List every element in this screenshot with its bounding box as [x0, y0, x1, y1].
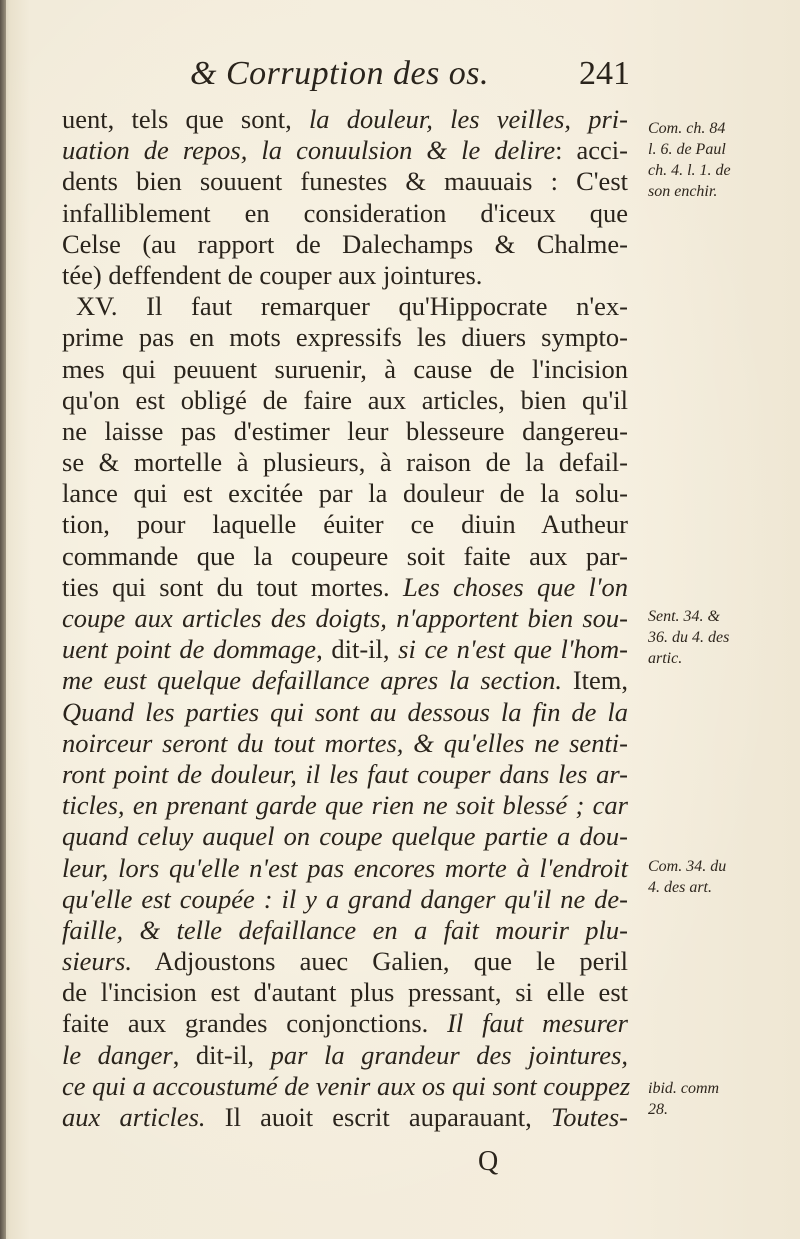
text-segment: tion, pour laquelle éuiter ce diuin Autheur: [62, 509, 628, 540]
text-line: [62, 509, 628, 540]
text-segment: ce qui a accoustumé de venir aux os qui sont couppez: [62, 1070, 631, 1101]
text-segment: uent point de dommage: [62, 634, 317, 665]
text-line: [62, 728, 628, 759]
text-segment: dents bien souuent funestes & mauuais : C'est: [62, 166, 628, 197]
text-segment: tée) deffendent de couper aux jointures.: [62, 259, 483, 290]
text-line: [62, 572, 628, 603]
page-number: 241: [579, 55, 630, 92]
text-line: [62, 385, 628, 416]
margin-note-4: [648, 1078, 798, 1120]
text-segment: coupe aux articles des doigts, n'apportent bien sou-: [62, 603, 628, 633]
text-segment: ties qui sont du tout mortes.: [62, 571, 403, 602]
margin-note-line: ch. 4. l. 1. de: [648, 162, 731, 179]
text-line: [62, 166, 628, 197]
text-line: [62, 416, 628, 447]
text-segment: prime pas en mots expressifs les diuers sympto-: [62, 322, 628, 353]
page-header: [190, 55, 630, 101]
margin-note-line: 4. des art.: [648, 879, 712, 896]
text-line: [62, 447, 628, 478]
text-segment: uation de repos, la conuulsion & le delire: [62, 135, 556, 166]
text-line: [62, 1102, 628, 1133]
text-line: [62, 260, 628, 291]
text-line: [62, 322, 628, 353]
text-segment: Toutes-: [550, 1102, 628, 1132]
margin-note-line: ibid. comm: [648, 1080, 720, 1097]
text-segment: Il auoit escrit auparauant,: [205, 1102, 551, 1132]
text-line: [62, 946, 628, 977]
text-line: [62, 229, 628, 260]
text-segment: Adjoustons auec Galien, que le peril: [131, 946, 628, 977]
text-segment: de l'incision est d'autant plus pressant, si elle est: [62, 977, 628, 1008]
text-line: [62, 697, 628, 728]
running-title: & Corruption des os.: [190, 55, 490, 92]
text-segment: sieurs.: [62, 946, 132, 977]
text-segment: me eust quelque defaillance apres la section.: [62, 665, 563, 696]
margin-note-1: [648, 118, 798, 202]
text-line: [62, 884, 628, 915]
text-segment: ront point de douleur, il les faut couper dans les ar-: [62, 758, 628, 789]
catchword: Q: [478, 1146, 499, 1177]
text-segment: le danger: [62, 1039, 173, 1070]
text-segment: ticles, en prenant garde que rien ne soit blessé ; car: [62, 790, 628, 821]
text-line: [62, 291, 628, 322]
text-segment: se & mortelle à plusieurs, à raison de la defail-: [62, 447, 628, 478]
margin-note-3: [648, 856, 798, 898]
text-segment: faite aux grandes conjonctions.: [62, 1008, 448, 1039]
margin-note-line: 28.: [648, 1101, 668, 1118]
text-segment: par la grandeur des jointures,: [270, 1039, 629, 1070]
text-segment: uent, tels que sont,: [62, 104, 309, 134]
text-line: [62, 1070, 631, 1102]
text-line: [62, 634, 628, 665]
text-segment: aux articles.: [62, 1102, 206, 1132]
text-segment: faille, & telle defaillance en a fait mourir plu-: [62, 914, 628, 945]
text-segment: ne laisse pas d'estimer leur blesseure dangereu-: [62, 415, 628, 446]
text-line: [62, 1040, 628, 1071]
text-line: [62, 135, 628, 166]
text-segment: si ce n'est que l'hom-: [398, 634, 629, 665]
margin-note-line: Com. ch. 84: [648, 120, 726, 137]
text-segment: Quand les parties qui sont au dessous la fin de la: [62, 696, 628, 727]
text-segment: mes qui peuuent suruenir, à cause de l'incision: [62, 353, 628, 384]
margin-note-line: son enchir.: [648, 183, 718, 200]
margin-note-line: 36. du 4. des: [648, 629, 730, 646]
text-segment: , dit-il,: [316, 634, 399, 665]
text-segment: qu'elle est coupée : il y a grand danger qu'il ne de-: [62, 883, 628, 914]
text-segment: commande que la coupeure soit faite aux par-: [62, 540, 628, 571]
text-segment: lance qui est excitée par la douleur de la solu-: [62, 478, 628, 509]
margin-note-2: [648, 606, 798, 669]
text-segment: qu'on est obligé de faire aux articles, bien qu'il: [62, 384, 628, 415]
text-segment: : acci-: [555, 135, 628, 166]
text-line: [62, 915, 628, 946]
text-line: [62, 478, 628, 509]
margin-note-line: artic.: [648, 650, 683, 667]
text-segment: Les choses que l'on: [402, 571, 628, 602]
text-segment: infalliblement en consideration d'iceux que: [62, 197, 628, 228]
text-segment: Il faut mesurer: [447, 1008, 628, 1039]
text-line: [62, 1008, 628, 1039]
text-line: [62, 790, 628, 821]
text-segment: Celse (au rapport de Dalechamps & Chalme-: [62, 228, 628, 259]
margin-note-line: l. 6. de Paul: [648, 141, 726, 158]
text-line: [62, 198, 628, 229]
text-segment: , dit-il,: [172, 1039, 271, 1070]
text-line: [62, 603, 628, 634]
text-line: [62, 541, 628, 572]
book-spine-edge: [0, 0, 6, 1239]
text-segment: noirceur seront du tout mortes, & qu'elles ne senti-: [62, 727, 628, 758]
text-line: [62, 354, 628, 385]
text-line: [62, 853, 628, 884]
text-segment: quand celuy auquel on coupe quelque partie a dou-: [62, 821, 628, 852]
margin-note-line: Com. 34. du: [648, 858, 727, 875]
text-line: [62, 821, 628, 852]
text-line: [62, 665, 628, 696]
text-line: [62, 104, 628, 135]
text-segment: Item,: [562, 665, 629, 696]
text-segment: la douleur, les veilles, pri-: [308, 104, 628, 134]
text-line: [62, 977, 628, 1008]
text-segment: XV. Il faut remarquer qu'Hippocrate n'ex-: [76, 291, 628, 322]
margin-note-line: Sent. 34. &: [648, 608, 720, 625]
text-segment: leur, lors qu'elle n'est pas encores morte à l'endroit: [62, 852, 628, 883]
text-line: [62, 759, 628, 790]
main-text: [62, 104, 631, 1133]
